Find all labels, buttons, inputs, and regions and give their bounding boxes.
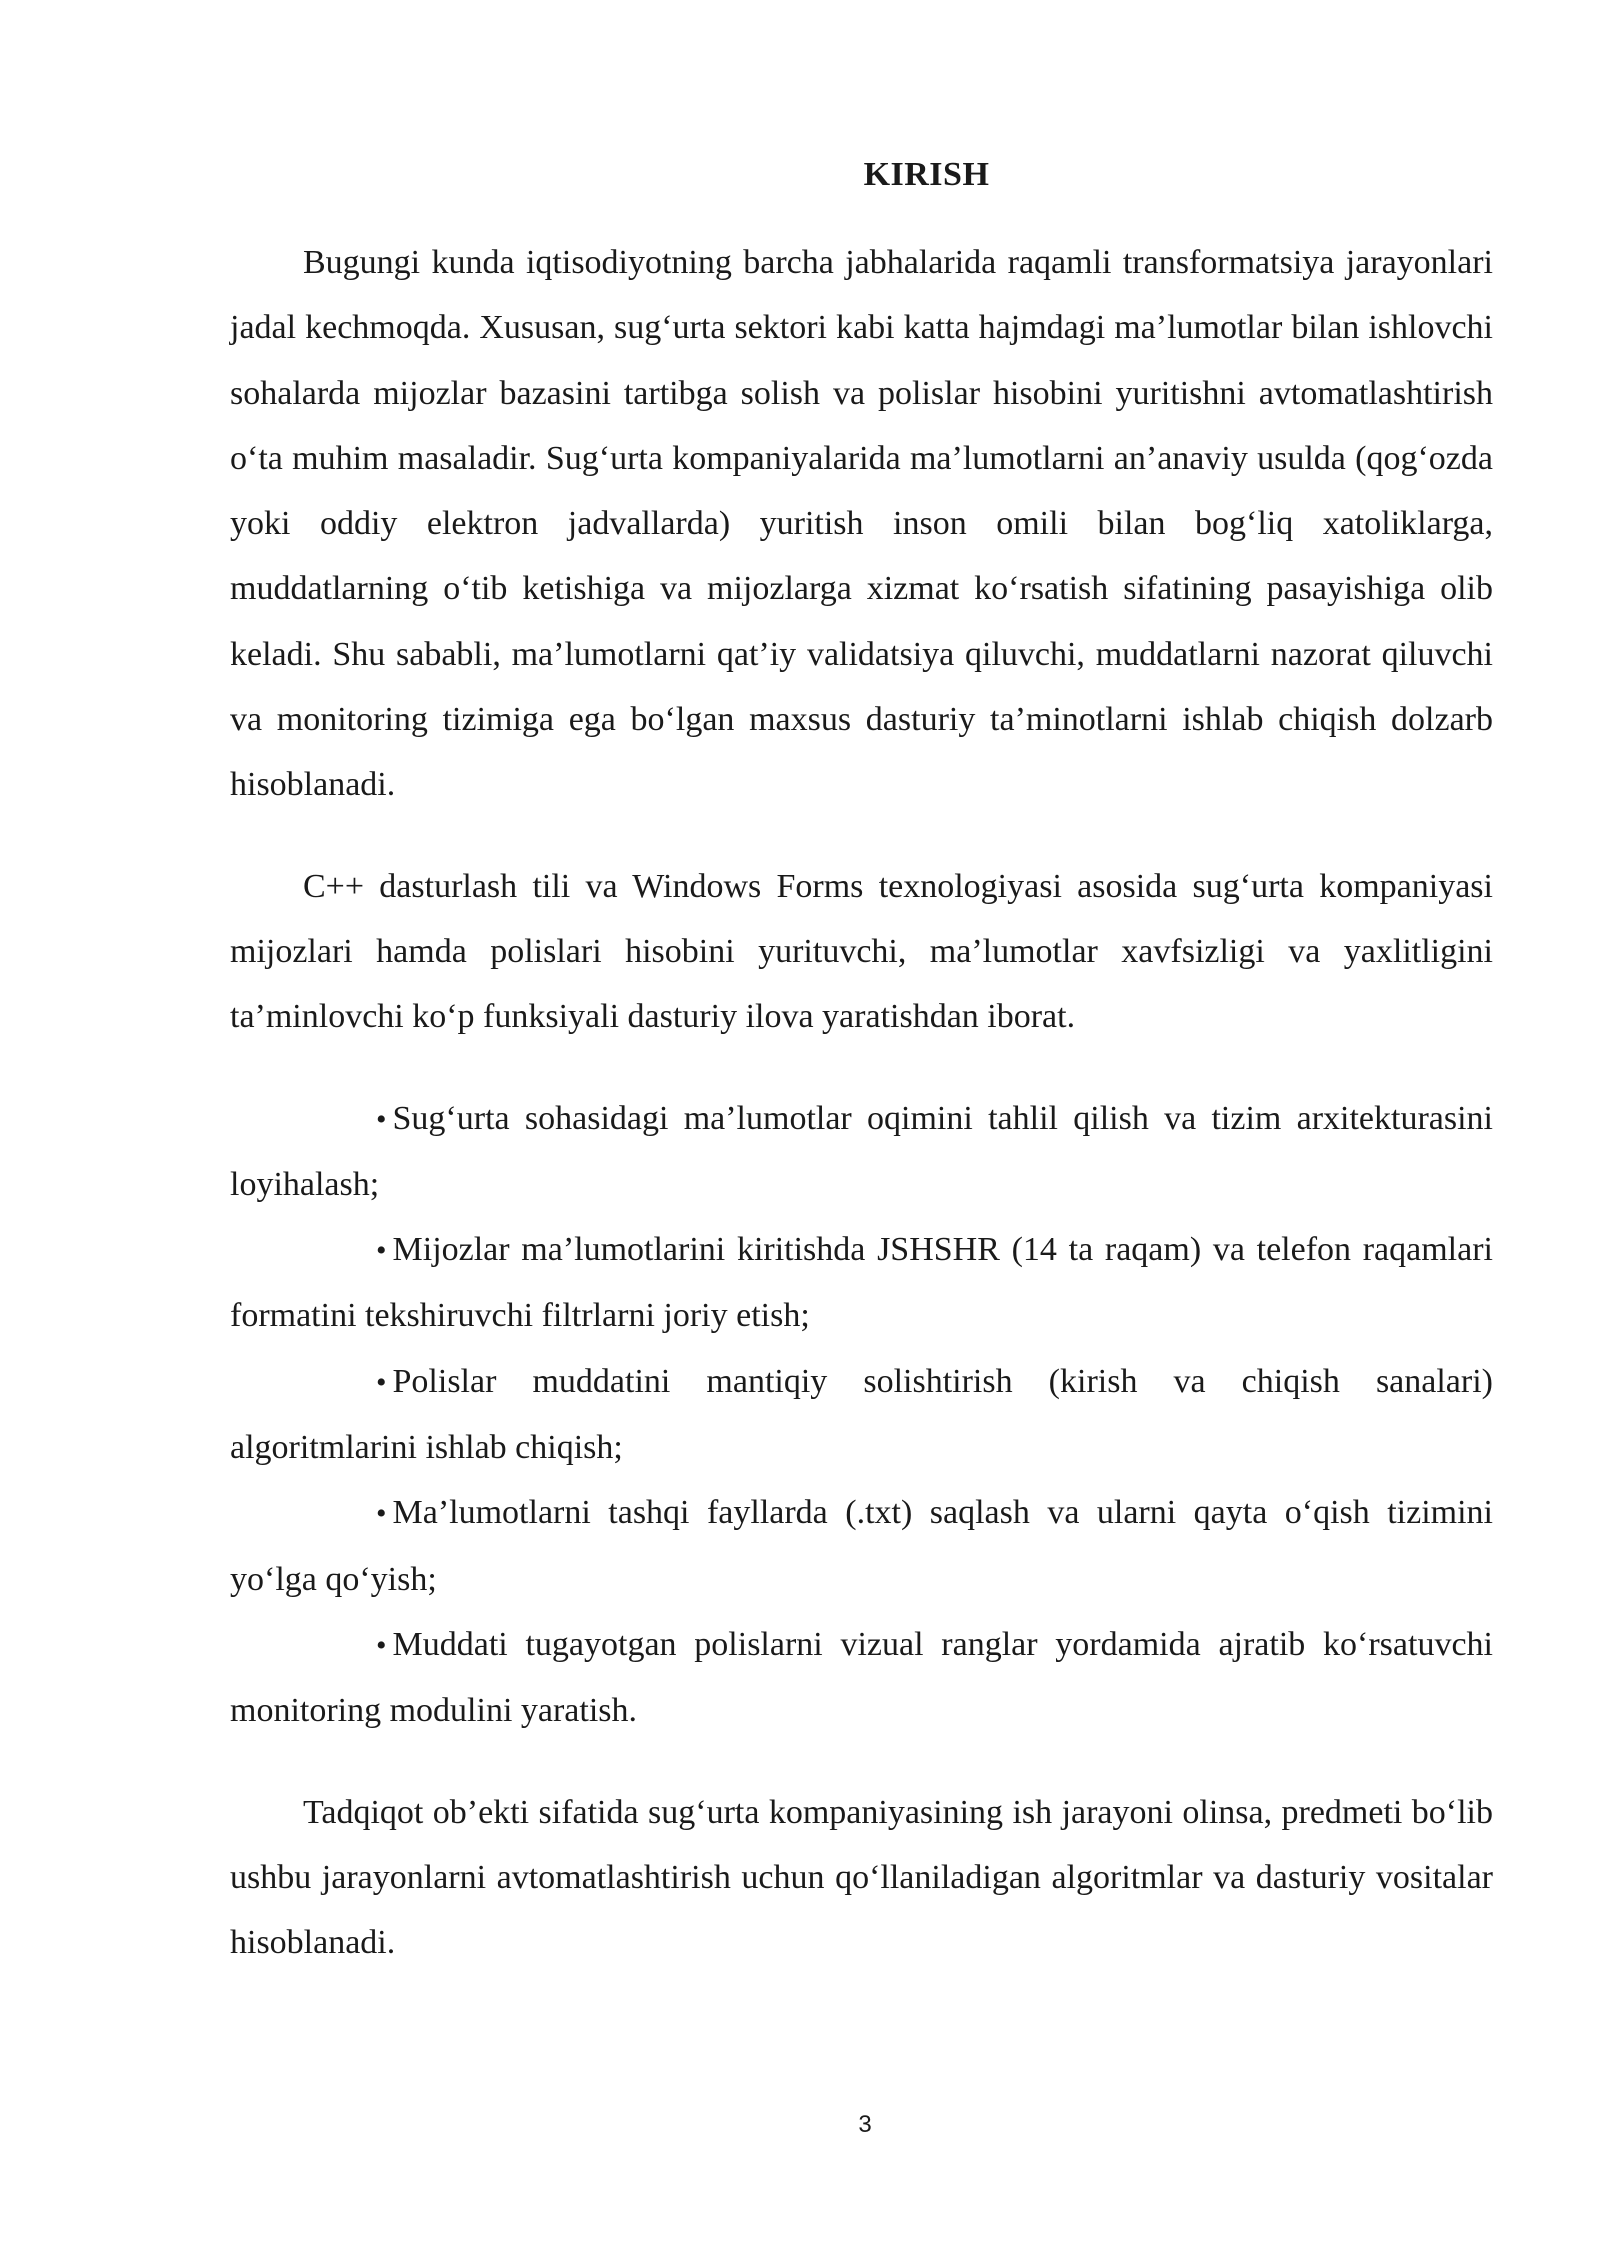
- page-number: 3: [858, 2111, 872, 2138]
- task-bullet-5: [230, 1612, 1493, 1744]
- page-content: [230, 150, 1493, 1975]
- aim-paragraph: C++ dasturlash tili va Windows Forms texnologiyasi asosida sug‘urta kompaniyasi mijozlari hamda polislari hisobini yurituvchi, ma’lumotlar xavfsizligi va yaxlitligini ta’minlovchi ko‘p funksiyali dasturiy ilova yaratishdan iborat.: [230, 867, 1493, 1036]
- bullet-icon: •: [376, 1234, 387, 1268]
- task-bullet-text: Ma’lumotlarni tashqi fayllarda (.txt) saqlash va ularni qayta o‘qish tizimini yo‘lga qo‘yish;: [230, 1494, 1493, 1598]
- intro-paragraph: Bugungi kunda iqtisodiyotning barcha jabhalarida raqamli transformatsiya jarayonlari jadal kechmoqda. Xususan, sug‘urta sektori kabi katta hajmdagi ma’lumotlar bilan ishlovchi sohalarda mijozlar bazasini tartibga solish va polislar hisobini yuritishni avtomatlashtirish o‘ta muhim masaladir. Sug‘urta kompaniyalarida ma’lumotlarni an’anaviy usulda (qog‘ozda yoki oddiy elektron jadvallarda) yuritish inson omili bilan bog‘liq xatoliklarga, muddatlarning o‘tib ketishiga va mijozlarga xizmat ko‘rsatish sifatining pasayishiga olib keladi. Shu sababli, ma’lumotlarni qat’iy validatsiya qiluvchi, muddatlarni nazorat qiluvchi va monitoring tizimiga ega bo‘lgan maxsus dasturiy ta’minotlarni ishlab chiqish dolzarb hisoblanadi.: [230, 244, 1493, 804]
- paragraph-spacer: [230, 1744, 1493, 1780]
- bullet-icon: •: [376, 1102, 387, 1136]
- paragraph-spacer: [230, 1050, 1493, 1086]
- paragraph-spacer: [230, 818, 1493, 854]
- task-bullet-text: Sug‘urta sohasidagi ma’lumotlar oqimini tahlil qilish va tizim arxitekturasini loyihalash;: [230, 1099, 1493, 1203]
- task-bullet-3: [230, 1349, 1493, 1481]
- task-bullet-4: [230, 1480, 1493, 1612]
- task-bullet-1: [230, 1086, 1493, 1218]
- task-bullet-2: [230, 1217, 1493, 1349]
- closing-paragraph: Tadqiqot ob’ekti sifatida sug‘urta kompaniyasining ish jarayoni olinsa, predmeti bo‘lib ushbu jarayonlarni avtomatlashtirish uchun qo‘llaniladigan algoritmlar va dasturiy vositalar hisoblanadi.: [230, 1793, 1493, 1962]
- section-title: KIRISH: [863, 156, 990, 193]
- task-bullet-text: Mijozlar ma’lumotlarini kiritishda JSHSHR (14 ta raqam) va telefon raqamlari formatini tekshiruvchi filtrlarni joriy etish;: [230, 1231, 1493, 1335]
- bullet-icon: •: [376, 1365, 387, 1399]
- task-bullet-text: Polislar muddatini mantiqiy solishtirish (kirish va chiqish sanalari) algoritmlarini ishlab chiqish;: [230, 1362, 1493, 1467]
- bullet-icon: •: [376, 1628, 387, 1662]
- bullet-icon: •: [376, 1497, 387, 1531]
- task-bullet-text: Muddati tugayotgan polislarni vizual ranglar yordamida ajratib ko‘rsatuvchi monitoring modulini yaratish.: [230, 1625, 1493, 1730]
